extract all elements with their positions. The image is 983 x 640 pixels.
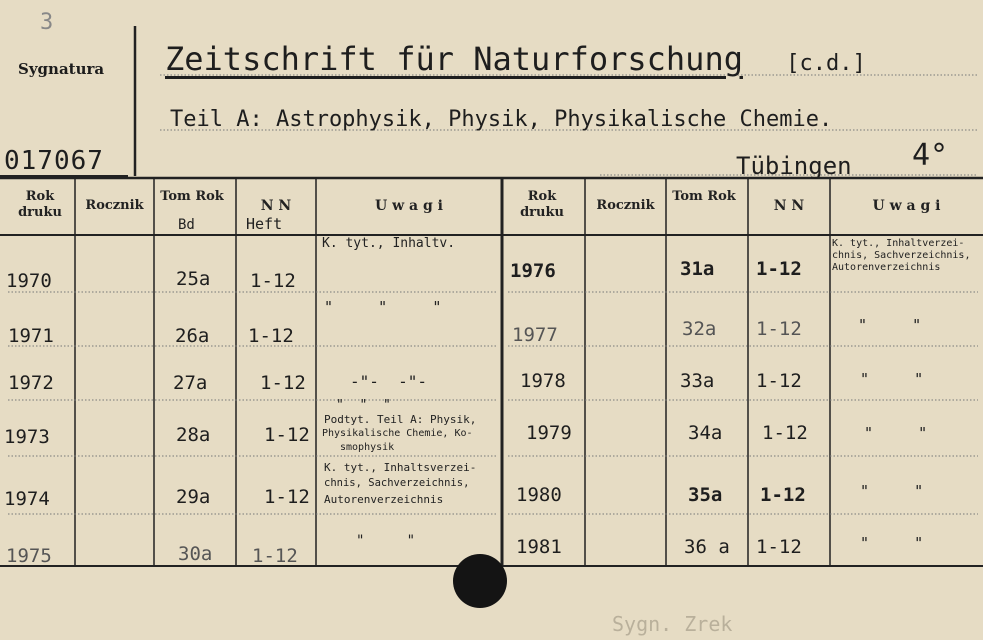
right-row-year: 1977: [512, 324, 558, 346]
left-note: " " ": [324, 298, 442, 316]
right-row-nn: 1-12: [756, 370, 802, 392]
left-note: Podtyt. Teil A: Physik,: [324, 413, 477, 426]
right-row-nn: 1-12: [756, 258, 802, 280]
right-row-uwagi: " ": [860, 482, 924, 500]
left-note: " ": [356, 533, 416, 549]
right-row-tom: 36 a: [684, 536, 730, 558]
left-row-tom: 25a: [176, 268, 211, 290]
left-note: K. tyt., Inhaltv.: [322, 236, 456, 251]
corner-mark: 3: [40, 10, 54, 35]
left-row-year: 1971: [8, 325, 54, 347]
left-row-year: 1970: [6, 270, 52, 292]
left-row-year: 1974: [4, 488, 50, 510]
left-note: K. tyt., Inhaltsverzei-: [324, 461, 477, 474]
right-row-tom: 32a: [682, 318, 717, 340]
header-year-left: Rok druku: [18, 189, 62, 220]
left-row-year: 1975: [6, 545, 52, 567]
right-row-nn: 1-12: [760, 484, 806, 506]
left-row-tom: 26a: [175, 325, 210, 347]
right-row-year: 1978: [520, 370, 566, 392]
left-row-nn: 1-12: [250, 270, 296, 292]
signature-number: 017067: [4, 146, 104, 176]
left-note: -"- -"-: [350, 372, 428, 391]
right-row-year: 1981: [516, 536, 562, 558]
right-row-tom: 34a: [688, 422, 723, 444]
header-nn-alt-left: Heft: [246, 215, 283, 233]
right-row-tom: 33a: [680, 370, 715, 392]
right-row-uwagi: " ": [864, 424, 928, 442]
right-note: chnis, Sachverzeichnis,: [832, 250, 971, 261]
header-uwagi-right: U w a g i: [872, 198, 941, 214]
header-nn-left: N N: [260, 198, 292, 214]
left-note: chnis, Sachverzeichnis,: [324, 477, 470, 489]
format-mark: 4°: [912, 138, 949, 173]
card-subtitle: Teil A: Astrophysik, Physik, Physikalische Chemie.: [170, 107, 833, 132]
card-title-suffix: [c.d.]: [786, 51, 866, 76]
left-row-nn: 1-12: [264, 486, 310, 508]
left-row-year: 1972: [8, 372, 54, 394]
right-row-year: 1976: [510, 260, 556, 282]
place-of-publication: Tübingen: [736, 152, 852, 180]
left-row-nn: 1-12: [252, 545, 298, 567]
right-note: K. tyt., Inhaltverzei-: [832, 238, 965, 249]
right-row-tom: 31a: [680, 258, 715, 280]
left-note: Physikalische Chemie, Ko-: [322, 428, 473, 439]
right-note: Autorenverzeichnis: [832, 262, 941, 273]
right-row-year: 1979: [526, 422, 572, 444]
right-row-nn: 1-12: [756, 536, 802, 558]
header-rocznik-right: Rocznik: [596, 198, 655, 213]
right-row-nn: 1-12: [762, 422, 808, 444]
header-nn-right: N N: [773, 198, 805, 214]
right-row-uwagi: " ": [860, 534, 924, 552]
left-note: " " ": [336, 398, 391, 413]
right-row-uwagi: " ": [860, 370, 924, 388]
right-row-uwagi: " ": [858, 316, 922, 334]
header-tom-right: Tom Rok: [672, 189, 736, 204]
left-row-year: 1973: [4, 426, 50, 448]
card-title-text: Zeitschrift für Naturforschung: [165, 40, 743, 78]
header-year-right: Rok druku: [520, 189, 564, 220]
card-title: [165, 40, 866, 78]
signature-label: Sygnatura: [18, 60, 105, 78]
right-row-tom: 35a: [688, 484, 723, 506]
right-row-nn: 1-12: [756, 318, 802, 340]
right-row-year: 1980: [516, 484, 562, 506]
header-uwagi-left: U w a g i: [375, 198, 443, 214]
left-row-nn: 1-12: [260, 372, 306, 394]
left-row-tom: 29a: [176, 486, 211, 508]
left-row-tom: 27a: [173, 372, 208, 394]
header-rocznik-left: Rocznik: [85, 198, 144, 213]
punch-hole: [453, 554, 507, 608]
bottom-pencil-note: Sygn. Zrek: [612, 612, 733, 636]
left-note: smophysik: [340, 442, 395, 453]
header-tom-left: Tom Rok: [160, 189, 224, 204]
left-row-nn: 1-12: [264, 424, 310, 446]
left-note: Autorenverzeichnis: [324, 493, 444, 506]
left-row-nn: 1-12: [248, 325, 294, 347]
left-row-tom: 28a: [176, 424, 211, 446]
header-tom-alt-left: Bd: [178, 217, 195, 233]
left-row-tom: 30a: [178, 543, 213, 565]
